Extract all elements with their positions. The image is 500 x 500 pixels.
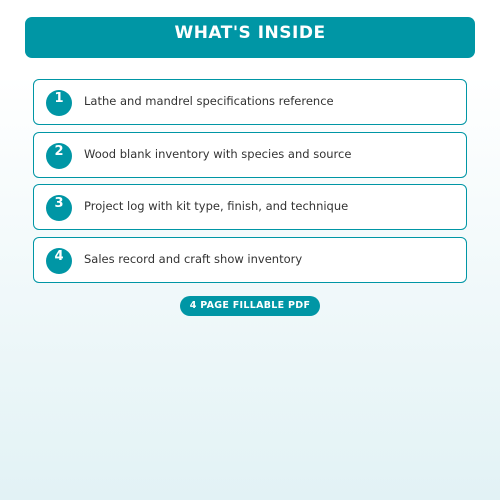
- list-item-text: Project log with kit type, finish, and technique: [84, 199, 349, 213]
- footer: [0, 293, 500, 316]
- list-item: [33, 79, 467, 125]
- number-badge: 1: [46, 90, 72, 116]
- list-item: [33, 132, 467, 178]
- number-badge: 4: [46, 248, 72, 274]
- page-title: WHAT'S INSIDE: [174, 23, 326, 43]
- list-item: [33, 237, 467, 283]
- number-badge: 2: [46, 143, 72, 169]
- list-item-text: Sales record and craft show inventory: [84, 251, 303, 266]
- list-item-text: Lathe and mandrel specifications reference: [84, 94, 334, 108]
- header-banner: [25, 17, 475, 58]
- list-item: [33, 184, 467, 230]
- list-item-text: Wood blank inventory with species and source: [84, 146, 352, 161]
- contents-list: [33, 79, 467, 289]
- number-badge: 3: [46, 195, 72, 221]
- format-badge: 4 PAGE FILLABLE PDF: [180, 296, 321, 316]
